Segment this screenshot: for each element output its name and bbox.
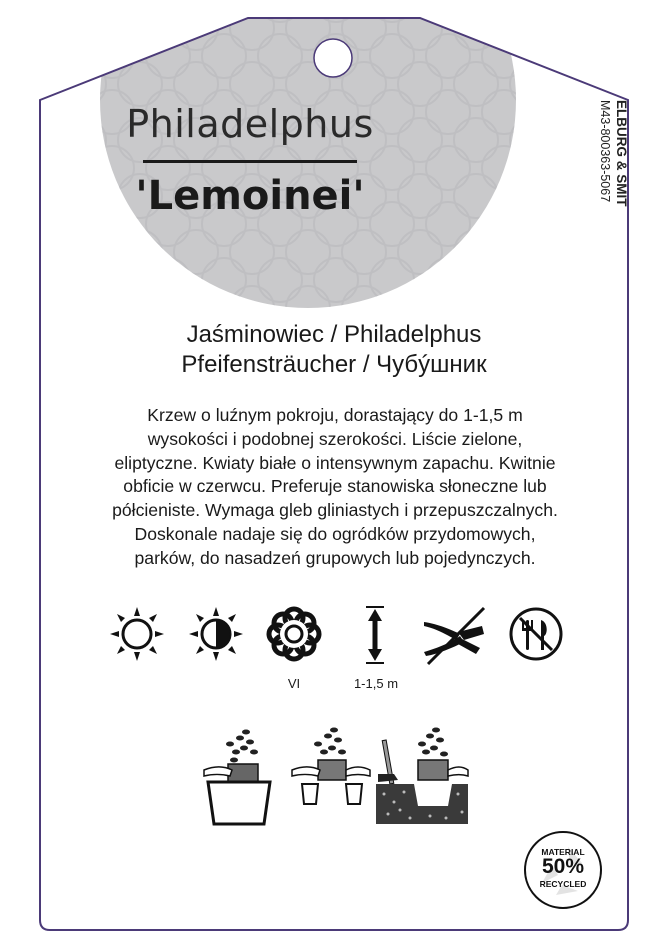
- flower-icon: [266, 606, 322, 662]
- plant-in-ground-icon: [374, 722, 470, 826]
- description-line: półcieniste. Wymaga gleb gliniastych i przepuszczalnych.: [112, 500, 558, 521]
- soak-root-ball-icon: [288, 722, 372, 812]
- product-code: M43-800363-5067: [598, 100, 612, 203]
- common-names-line-1: Jaśminowiec / Philadelphus: [186, 321, 482, 348]
- recycled-material-badge: [522, 829, 604, 911]
- title-block: [100, 98, 400, 221]
- description: [84, 404, 586, 571]
- common-names: [80, 320, 588, 380]
- brand-side-text: [598, 100, 630, 350]
- description-line: parków, do nasadzeń grupowych lub pojedynczych.: [134, 547, 536, 568]
- brand-name: ELBURG & SMIT: [614, 100, 629, 207]
- title-divider: [143, 160, 357, 163]
- genus-name: Philadelphus: [126, 102, 374, 146]
- recycled-percent: 50%: [541, 855, 585, 878]
- flowering-month-label: VI: [287, 676, 301, 691]
- description-line: Doskonale nadaje się do ogródków przydomowych,: [134, 523, 536, 544]
- not-edible-icon: [508, 606, 564, 662]
- height-label: 1-1,5 m: [353, 676, 399, 691]
- full-sun-icon: [108, 605, 166, 663]
- description-line: Krzew o luźnym pokroju, dorastający do 1-1,5 m: [147, 405, 523, 425]
- description-line: obficie w czerwcu. Preferuje stanowiska słoneczne lub: [123, 476, 547, 497]
- no-pruning-icon: [418, 604, 488, 666]
- description-line: wysokości i podobnej szerokości. Liście zielone,: [147, 428, 523, 449]
- partial-shade-icon: [187, 605, 245, 663]
- recycled-line-1: MATERIAL: [541, 847, 585, 857]
- description-line: eliptyczne. Kwiaty białe o intensywnym zapachu. Kwitnie: [114, 452, 556, 473]
- hang-hole: [314, 39, 352, 77]
- height-icon: [360, 605, 390, 665]
- recycled-line-3: RECYCLED: [539, 879, 587, 889]
- cultivar-name: 'Lemoinei': [135, 173, 365, 219]
- remove-from-pot-icon: [200, 722, 280, 826]
- common-names-line-2: Pfeifensträucher / Чубýшник: [181, 351, 487, 378]
